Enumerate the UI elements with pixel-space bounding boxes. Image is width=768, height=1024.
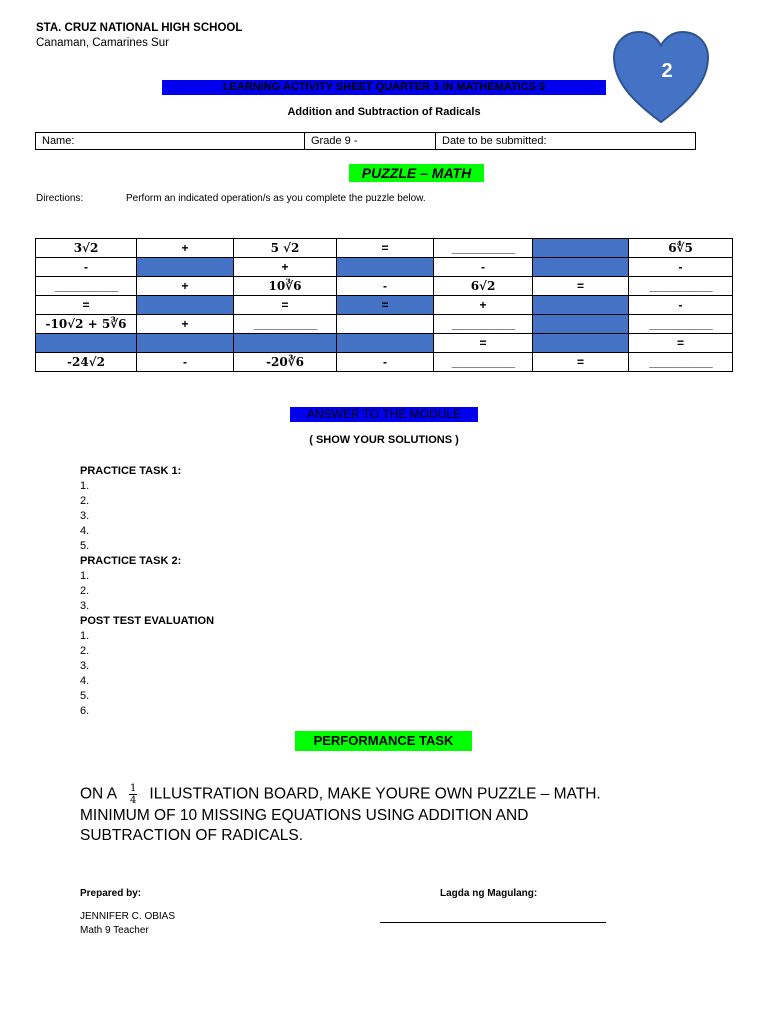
performance-line3: SUBTRACTION OF RADICALS.	[80, 827, 304, 844]
puzzle-cell: 6∜5	[629, 239, 733, 258]
puzzle-cell-blank[interactable]: ___________	[629, 277, 733, 296]
puzzle-cell-shaded	[533, 239, 629, 258]
puzzle-grid	[35, 238, 733, 372]
puzzle-cell-blank[interactable]: ___________	[629, 353, 733, 372]
puzzle-cell: 5 √2	[234, 239, 337, 258]
task-heading: PRACTICE TASK 2:	[80, 555, 182, 567]
puzzle-cell-blank[interactable]: ___________	[434, 353, 533, 372]
puzzle-row	[36, 296, 733, 315]
puzzle-row	[36, 315, 733, 334]
task-item: 1.	[80, 570, 90, 582]
signature-line[interactable]	[380, 912, 606, 923]
task-item: 4.	[80, 525, 90, 537]
puzzle-cell: 3√2	[36, 239, 137, 258]
puzzle-cell: =	[533, 353, 629, 372]
puzzle-cell-blank[interactable]: ___________	[629, 315, 733, 334]
date-field[interactable]: Date to be submitted:	[442, 135, 547, 147]
performance-heading: PERFORMANCE TASK	[295, 731, 472, 751]
puzzle-cell: -	[629, 296, 733, 315]
puzzle-cell: +	[137, 239, 234, 258]
puzzle-cell-shaded	[337, 258, 434, 277]
task-item: 3.	[80, 600, 90, 612]
puzzle-cell-blank[interactable]: ___________	[434, 315, 533, 334]
puzzle-cell: =	[434, 334, 533, 353]
puzzle-row	[36, 239, 733, 258]
parent-signature-label: Lagda ng Magulang:	[440, 888, 538, 899]
puzzle-cell: 6√2	[434, 277, 533, 296]
directions-label: Directions:	[36, 193, 84, 204]
fraction-numerator: 1	[130, 783, 137, 794]
puzzle-row	[36, 334, 733, 353]
task-item: 1.	[80, 630, 90, 642]
task-heading: POST TEST EVALUATION	[80, 615, 215, 627]
task-item: 3.	[80, 510, 90, 522]
puzzle-cell: =	[36, 296, 137, 315]
puzzle-cell-shaded	[533, 334, 629, 353]
task-item: 3.	[80, 660, 90, 672]
puzzle-cell-shaded	[137, 334, 234, 353]
puzzle-cell: +	[434, 296, 533, 315]
subtitle: Addition and Subtraction of Radicals	[287, 106, 481, 118]
puzzle-cell: -	[434, 258, 533, 277]
prepared-by: Prepared by:	[80, 888, 142, 899]
puzzle-cell-shaded	[533, 296, 629, 315]
puzzle-cell: -10√2 + 5∛6	[36, 315, 137, 334]
puzzle-title: PUZZLE – MATH	[349, 164, 484, 182]
puzzle-cell-shaded	[533, 315, 629, 334]
puzzle-cell-shaded	[36, 334, 137, 353]
directions-text: Perform an indicated operation/s as you complete the puzzle below.	[126, 193, 426, 204]
fraction-denominator: 4	[130, 795, 137, 806]
on-a-text: ON A	[80, 785, 118, 803]
answer-heading: ANSWER TO THE MODULE	[290, 407, 478, 422]
show-solutions: ( SHOW YOUR SOLUTIONS )	[309, 434, 459, 446]
puzzle-cell: -	[337, 277, 434, 296]
teacher-info	[80, 910, 175, 938]
task-item: 6.	[80, 705, 90, 717]
page-number: 2	[661, 60, 673, 82]
performance-text	[80, 783, 700, 846]
puzzle-cell-blank[interactable]: ___________	[36, 277, 137, 296]
teacher-role: Math 9 Teacher	[80, 925, 149, 936]
task-item: 2.	[80, 585, 90, 597]
school-address: Canaman, Camarines Sur	[36, 37, 169, 49]
puzzle-cell-shaded: =	[337, 296, 434, 315]
name-field[interactable]: Name:	[36, 133, 305, 149]
puzzle-cell-blank[interactable]: ___________	[434, 239, 533, 258]
puzzle-row	[36, 353, 733, 372]
task-item: 4.	[80, 675, 90, 687]
performance-line1: ILLUSTRATION BOARD, MAKE YOURE OWN PUZZLE – MATH.	[149, 785, 601, 803]
grade-field[interactable]: Grade 9 -	[305, 133, 436, 149]
puzzle-cell: -	[337, 353, 434, 372]
puzzle-cell: +	[137, 315, 234, 334]
puzzle-cell: -	[36, 258, 137, 277]
task-item: 2.	[80, 645, 90, 657]
puzzle-cell: 10∛6	[234, 277, 337, 296]
puzzle-cell: =	[337, 239, 434, 258]
teacher-name: JENNIFER C. OBIAS	[80, 911, 176, 922]
puzzle-row	[36, 277, 733, 296]
info-row	[35, 132, 696, 150]
puzzle-cell: -24√2	[36, 353, 137, 372]
puzzle-row	[36, 258, 733, 277]
performance-line2: MINIMUM OF 10 MISSING EQUATIONS USING ADDITION AND	[80, 807, 529, 824]
puzzle-cell: =	[629, 334, 733, 353]
puzzle-cell-shaded	[137, 258, 234, 277]
puzzle-cell-shaded	[337, 334, 434, 353]
puzzle-cell: +	[137, 277, 234, 296]
puzzle-cell-shaded	[137, 296, 234, 315]
task-list	[80, 464, 214, 719]
task-item: 2.	[80, 495, 90, 507]
puzzle-cell-shaded	[533, 258, 629, 277]
school-name: STA. CRUZ NATIONAL HIGH SCHOOL	[36, 22, 243, 34]
task-item: 1.	[80, 480, 90, 492]
puzzle-cell-shaded	[234, 334, 337, 353]
puzzle-cell: =	[234, 296, 337, 315]
puzzle-cell: =	[533, 277, 629, 296]
puzzle-cell-blank[interactable]: ___________	[234, 315, 337, 334]
task-item: 5.	[80, 540, 90, 552]
puzzle-cell	[337, 315, 434, 334]
puzzle-cell: -20∛6	[234, 353, 337, 372]
task-item: 5.	[80, 690, 90, 702]
puzzle-cell: -	[137, 353, 234, 372]
fraction	[129, 783, 137, 806]
title-bar: LEARNING ACTIVITY SHEET QUARTER 3 IN MATHEMATICS 9	[162, 80, 606, 95]
puzzle-cell: -	[629, 258, 733, 277]
task-heading: PRACTICE TASK 1:	[80, 465, 182, 477]
puzzle-cell: +	[234, 258, 337, 277]
